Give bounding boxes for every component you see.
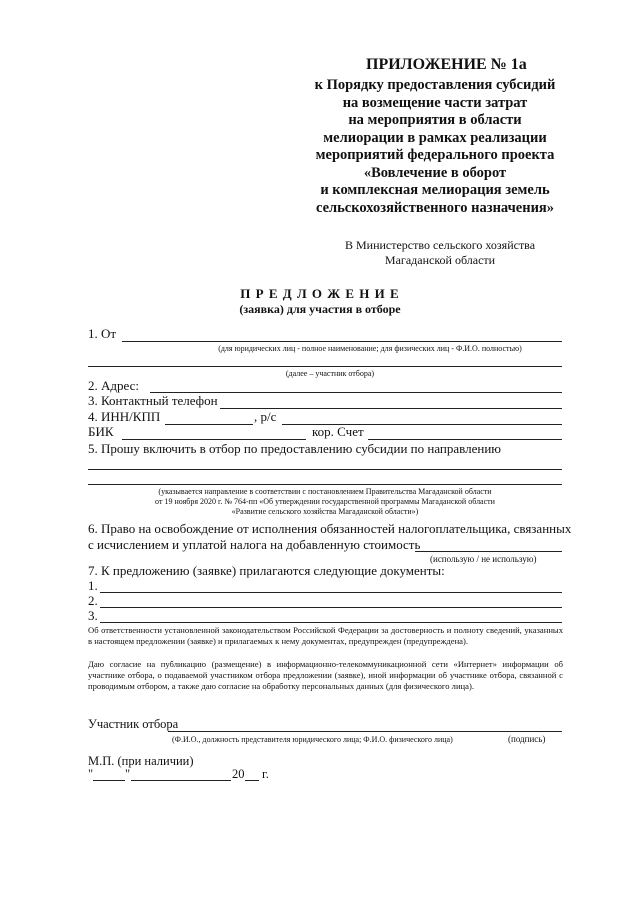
item2-label: 2. Адрес: <box>88 378 139 393</box>
item5-label: 5. Прошу включить в отбор по предоставлению субсидии по направлению <box>88 441 501 456</box>
item6-line1: 6. Право на освобождение от исполнения обязанностей налогоплательщика, связанных <box>88 521 572 536</box>
header-line: мероприятий федерального проекта <box>315 147 555 163</box>
consent-statement: Даю согласие на публикацию (размещение) в информационно-телекоммуникационной сети «Интернет» информации об участнике отбора, о подаваемой участником отбора предложении (заявке), иной информации об участнике отбора, связанной с проводимым отбором, а также даю согласие на обработку персональных данных (для физического лица). <box>88 659 563 692</box>
year-prefix: 20 <box>232 767 245 781</box>
signature-label: Участник отбора <box>88 717 179 731</box>
doc-item-number: 1. <box>88 578 98 593</box>
appendix-header-lines <box>300 77 570 217</box>
addressee <box>330 238 550 268</box>
item5-hint-2: от 19 ноября 2020 г. № 764-пп «Об утверждении государственной программы Магаданской области <box>155 497 495 506</box>
header-line: на возмещение части затрат <box>342 94 528 111</box>
kor-label: кор. Счет <box>312 424 364 439</box>
direction-field-2[interactable] <box>88 484 562 485</box>
item6-hint: (использую / не использую) <box>430 554 537 564</box>
item6-line2: с исчислением и уплатой налога на добавленную стоимость <box>88 537 421 552</box>
sender-name-field-2[interactable] <box>88 366 562 367</box>
header-line: к Порядку предоставления субсидий <box>314 77 556 93</box>
date-open-quote: " <box>88 767 94 781</box>
header-line: сельскохозяйственного назначения» <box>315 199 555 216</box>
document-field-2[interactable] <box>100 607 562 608</box>
item3-label: 3. Контактный телефон <box>88 393 218 408</box>
signature-sign-hint: (подпись) <box>508 734 546 744</box>
direction-field[interactable] <box>88 469 562 470</box>
date-day-field[interactable] <box>93 780 125 781</box>
sender-name-field[interactable] <box>122 341 562 342</box>
signature-field[interactable] <box>168 731 562 732</box>
document-field-1[interactable] <box>100 592 562 593</box>
signature-name-hint: (Ф.И.О., должность представителя юридического лица; Ф.И.О. физического лица) <box>172 735 453 744</box>
item5-hint-1: (указывается направление в соответствии с постановлением Правительства Магаданской области <box>158 487 492 496</box>
date-close-quote: " <box>125 767 131 781</box>
item4-label: 4. ИНН/КПП <box>88 409 161 424</box>
year-suffix: г. <box>262 767 269 781</box>
item1-hint: (для юридических лиц - полное наименование; для физических лиц - Ф.И.О. полностью) <box>218 344 522 353</box>
addressee-line: В Министерство сельского хозяйства <box>344 238 536 252</box>
item5-hint-3: «Развитие сельского хозяйства Магаданской области») <box>231 507 419 516</box>
header-line: мелиорации в рамках реализации <box>323 129 547 146</box>
document-title: П Р Е Д Л О Ж Е Н И Е <box>240 286 400 301</box>
responsibility-statement: Об ответственности установленной законодательством Российской Федерации за достоверность и полноту сведений, указанных в настоящем предложении (заявке) и прилагаемых к нему документах, предупрежден (предупреждена). <box>88 625 563 647</box>
header-line: «Вовлечение в оборот <box>363 164 507 181</box>
inn-kpp-field[interactable] <box>165 424 253 425</box>
kor-account-field[interactable] <box>368 439 562 440</box>
date-month-field[interactable] <box>131 780 231 781</box>
document-subtitle: (заявка) для участия в отборе <box>239 302 401 316</box>
bik-label: БИК <box>88 424 114 439</box>
item7-label: 7. К предложению (заявке) прилагаются следующие документы: <box>88 563 445 578</box>
appendix-title: ПРИЛОЖЕНИЕ № 1а <box>366 56 527 73</box>
vat-field[interactable] <box>415 551 562 552</box>
stamp-label: М.П. (при наличии) <box>88 754 194 768</box>
doc-item-number: 2. <box>88 593 98 608</box>
item1-label: 1. От <box>88 326 117 341</box>
item1-hint2: (далее – участник отбора) <box>285 369 375 378</box>
header-line: и комплексная мелиорация земель <box>320 182 550 198</box>
header-line: на мероприятия в области <box>348 112 522 128</box>
bik-field[interactable] <box>122 439 306 440</box>
item4-rs-label: , р/с <box>254 409 277 424</box>
doc-item-number: 3. <box>88 608 98 623</box>
document-field-3[interactable] <box>100 622 562 623</box>
addressee-line: Магаданской области <box>384 253 496 267</box>
date-year-field[interactable] <box>245 780 259 781</box>
